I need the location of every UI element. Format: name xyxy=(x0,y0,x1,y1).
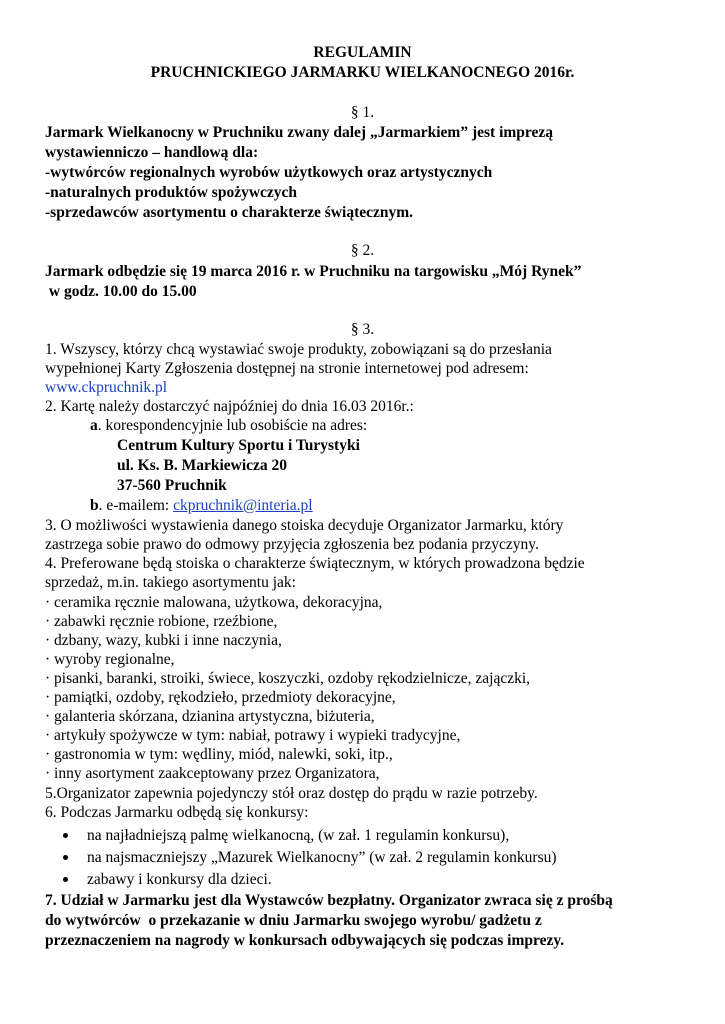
section-1-line: -naturalnych produktów spożywczych xyxy=(45,184,298,201)
option-b-line xyxy=(90,496,313,515)
bullet-icon xyxy=(63,877,68,882)
paragraph-1-line: wypełnionej Karty Zgłoszenia dostępnej na stronie internetowej pod adresem: xyxy=(45,360,529,377)
paragraph-4-line: 4. Preferowane będą stoiska o charakterze świątecznym, w których prowadzona będzie xyxy=(45,555,585,572)
section-1-line: Jarmark Wielkanocny w Pruchniku zwany dalej „Jarmarkiem” jest imprezą xyxy=(45,124,554,141)
paragraph-3-line: 3. O możliwości wystawienia danego stoiska decyduje Organizator Jarmarku, który xyxy=(45,517,564,534)
section-1-heading: § 1. xyxy=(350,104,375,121)
bullet-icon xyxy=(63,855,68,860)
email-link[interactable]: ckpruchnik@interia.pl xyxy=(173,497,313,514)
option-b-text: . e-mailem: xyxy=(98,497,174,514)
paragraph-7-line: przeznaczeniem na nagrody w konkursach odbywających się podczas imprezy. xyxy=(45,932,565,949)
section-1-line: -sprzedawców asortymentu o charakterze świątecznym. xyxy=(45,204,414,221)
contest-item: zabawy i konkursy dla dzieci. xyxy=(87,871,272,888)
paragraph-2: 2. Kartę należy dostarczyć najpóźniej do dnia 16.03 2016r.: xyxy=(45,398,414,415)
option-a-text: . korespondencyjnie lub osobiście na adres: xyxy=(97,417,368,434)
contest-item: na najładniejszą palmę wielkanocną, (w zał. 1 regulamin konkursu), xyxy=(87,827,510,844)
assortment-item: · gastronomia w tym: wędliny, miód, nalewki, soki, itp., xyxy=(45,746,393,763)
address-line: 37-560 Pruchnik xyxy=(117,477,227,494)
paragraph-6: 6. Podczas Jarmarku odbędą się konkursy: xyxy=(45,804,309,821)
section-1-line: wystawienniczo – handlową dla: xyxy=(45,144,259,161)
section-2-line: Jarmark odbędzie się 19 marca 2016 r. w Pruchniku na targowisku „Mój Rynek” xyxy=(45,263,582,280)
assortment-item: · galanteria skórzana, dzianina artystyczna, biżuteria, xyxy=(45,708,375,725)
assortment-item: · pamiątki, ozdoby, rękodzieło, przedmioty dekoracyjne, xyxy=(45,689,396,706)
option-b-letter: b xyxy=(90,497,99,514)
contest-item: na najsmaczniejszy „Mazurek Wielkanocny” (w zał. 2 regulamin konkursu) xyxy=(87,849,557,866)
address-line: Centrum Kultury Sportu i Turystyki xyxy=(117,437,360,454)
option-a-letter: a xyxy=(90,417,98,434)
title-line-2: PRUCHNICKIEGO JARMARKU WIELKANOCNEGO 2016r. xyxy=(150,64,575,81)
section-2-heading: § 2. xyxy=(350,242,375,259)
assortment-item: · ceramika ręcznie malowana, użytkowa, dekoracyjna, xyxy=(45,594,383,611)
assortment-item: · wyroby regionalne, xyxy=(45,651,175,668)
paragraph-5: 5.Organizator zapewnia pojedynczy stół oraz dostęp do prądu w razie potrzeby. xyxy=(45,785,538,802)
paragraph-1-line: 1. Wszyscy, którzy chcą wystawiać swoje produkty, zobowiązani są do przesłania xyxy=(45,341,552,358)
paragraph-4-line: sprzedaż, m.in. takiego asortymentu jak: xyxy=(45,574,296,591)
title-line-1: REGULAMIN xyxy=(313,44,412,61)
assortment-item: · pisanki, baranki, stroiki, świece, koszyczki, ozdoby rękodzielnicze, zajączki, xyxy=(45,670,531,687)
website-link[interactable]: www.ckpruchnik.pl xyxy=(45,379,168,396)
section-2-line: w godz. 10.00 do 15.00 xyxy=(45,283,197,300)
website-line xyxy=(45,378,167,397)
section-3-heading: § 3. xyxy=(350,321,375,338)
address-line: ul. Ks. B. Markiewicza 20 xyxy=(117,457,288,474)
assortment-item: · inny asortyment zaakceptowany przez Organizatora, xyxy=(45,765,380,782)
paragraph-3-line: zastrzega sobie prawo do odmowy przyjęcia zgłoszenia bez podania przyczyny. xyxy=(45,536,539,553)
assortment-item: · zabawki ręcznie robione, rzeźbione, xyxy=(45,613,278,630)
bullet-icon xyxy=(63,833,68,838)
assortment-item: · artykuły spożywcze w tym: nabiał, potrawy i wypieki tradycyjne, xyxy=(45,727,461,744)
assortment-item: · dzbany, wazy, kubki i inne naczynia, xyxy=(45,632,282,649)
section-1-line: -wytwórców regionalnych wyrobów użytkowych oraz artystycznych xyxy=(45,164,493,181)
paragraph-7-line: 7. Udział w Jarmarku jest dla Wystawców bezpłatny. Organizator zwraca się z prośbą xyxy=(45,892,613,909)
option-a-line xyxy=(90,416,367,435)
paragraph-7-line: do wytwórców o przekazanie w dniu Jarmarku swojego wyrobu/ gadżetu z xyxy=(45,912,542,929)
